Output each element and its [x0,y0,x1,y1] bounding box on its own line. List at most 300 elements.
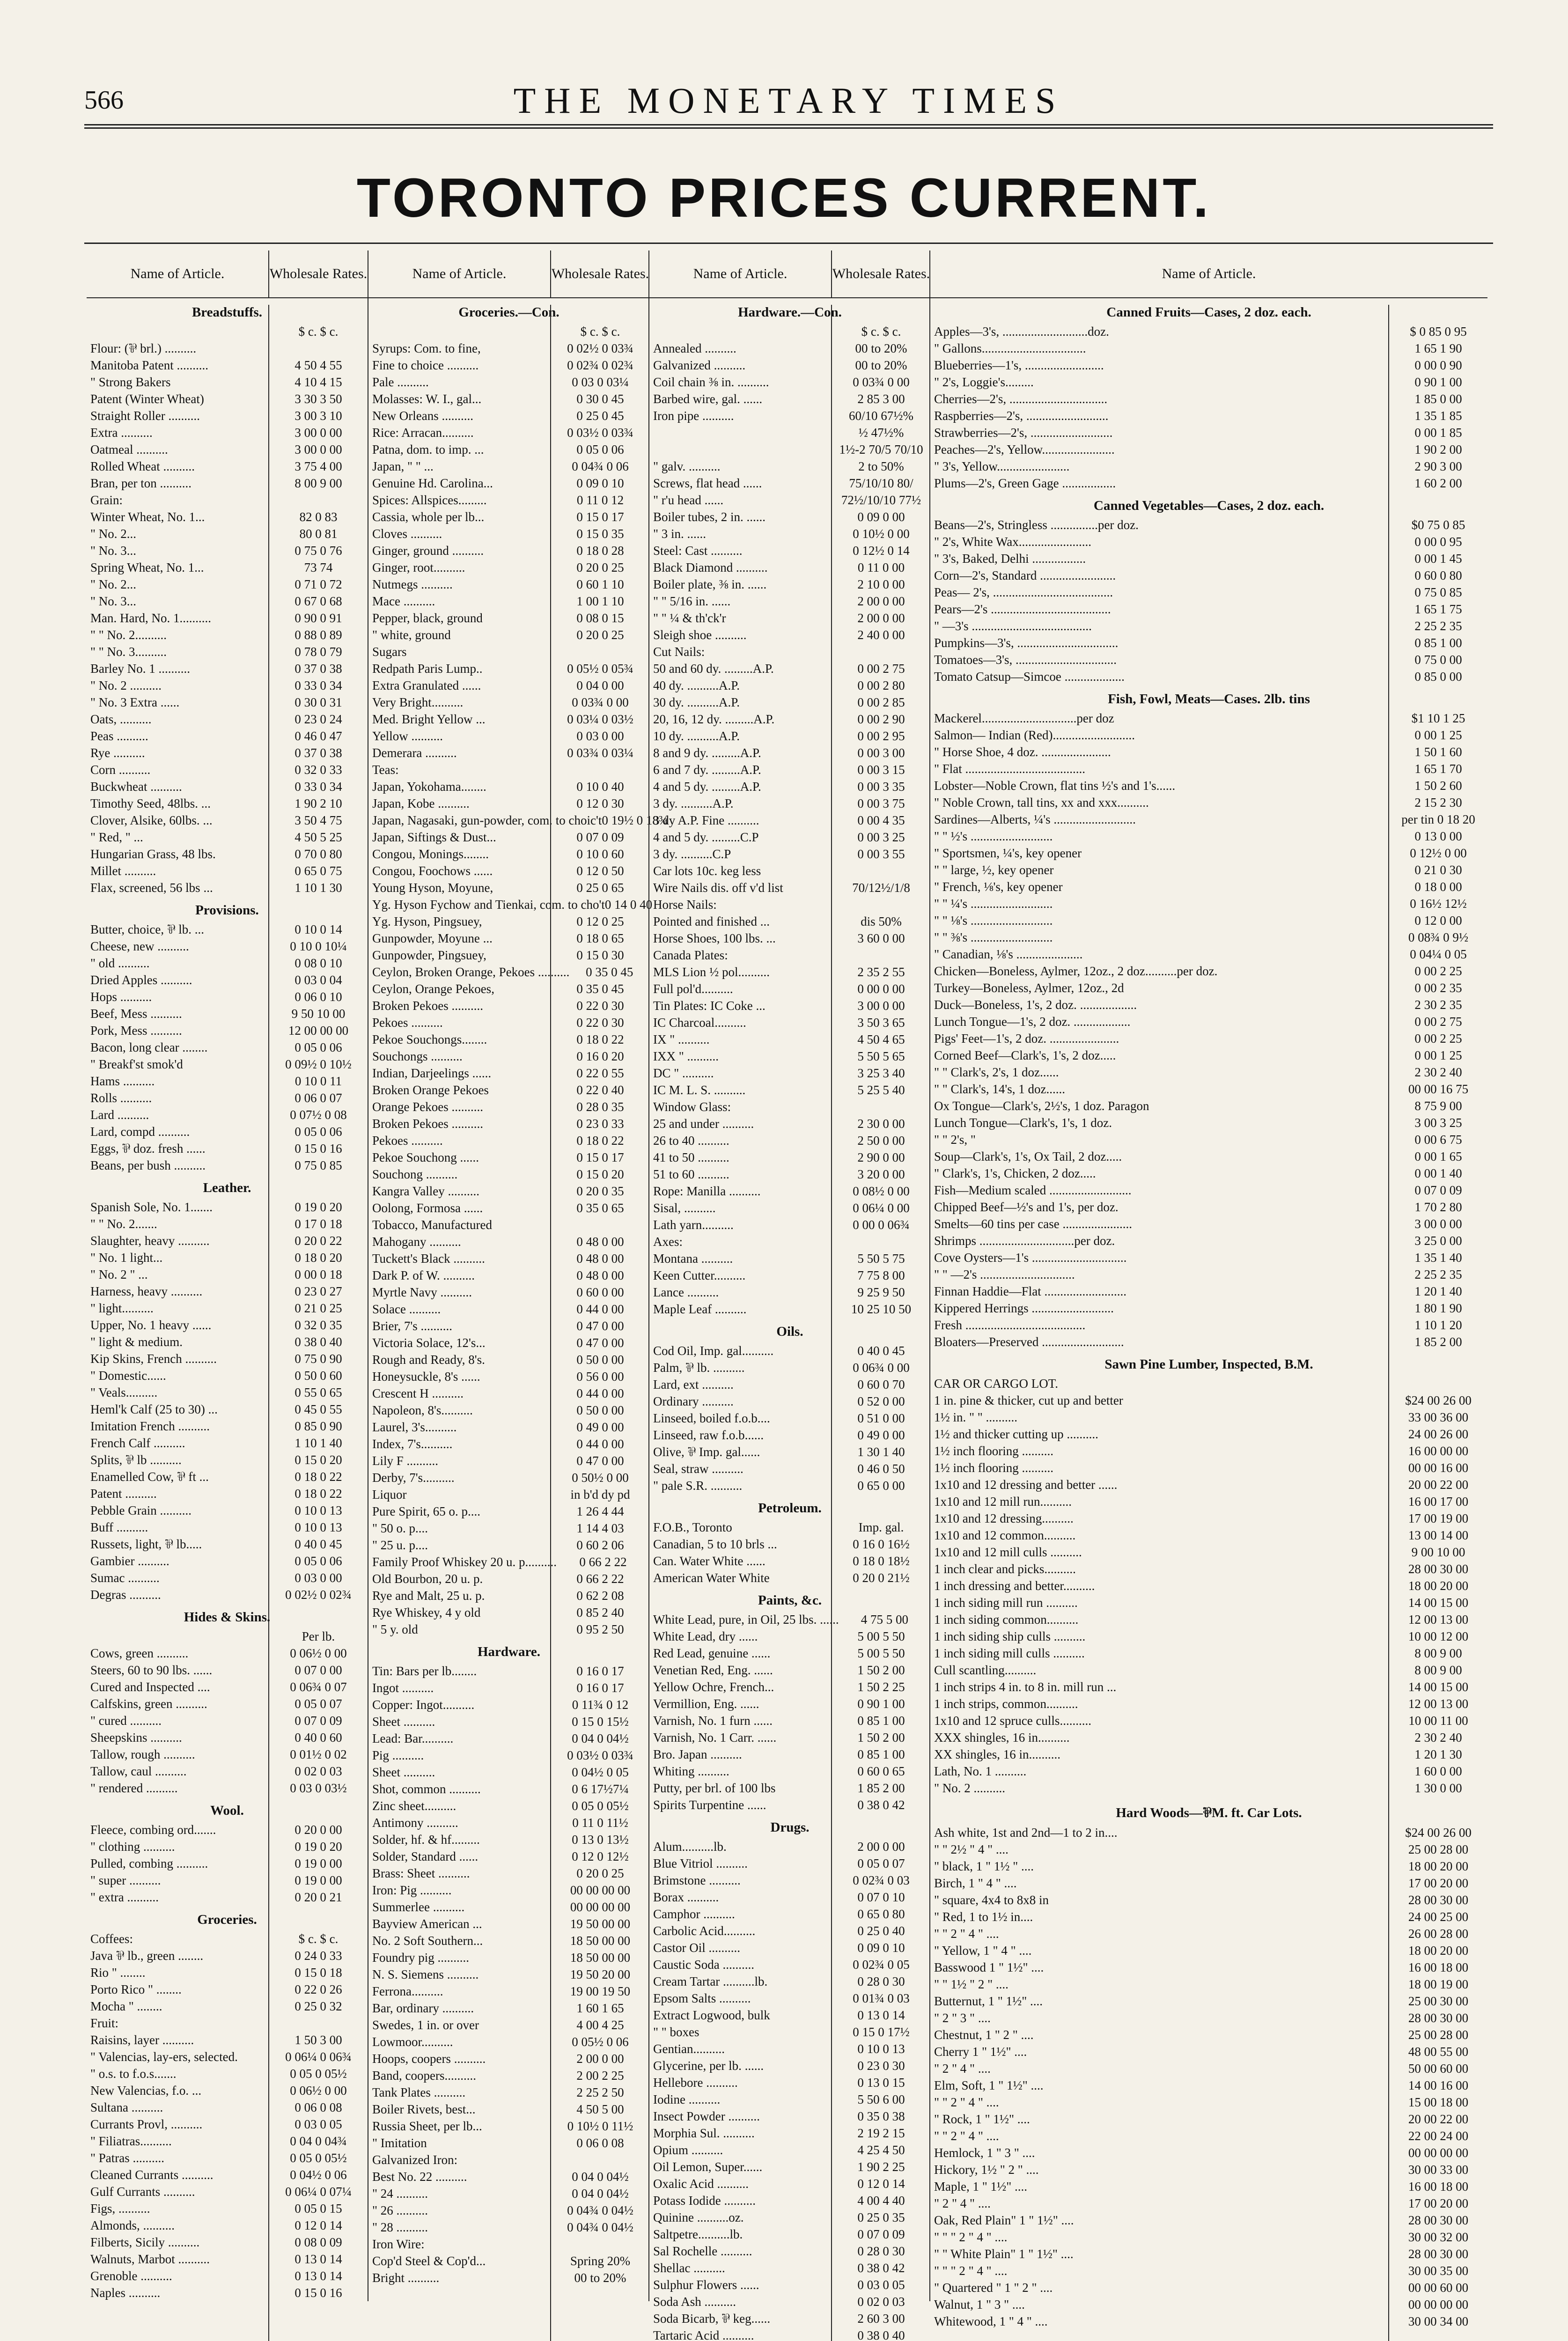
wholesale-rate: 0 08 0 09 [294,2235,342,2249]
price-row [930,1064,1487,1081]
price-row [930,811,1487,828]
article-name: " Red, " ... [90,830,143,844]
article-name: Teas: [372,763,399,777]
wholesale-rate: 0 01¾ 0 03 [853,1991,910,2005]
article-name: " 3 in. ...... [653,527,707,541]
article-name: Sisal, .......... [653,1201,716,1215]
article-name: Cop'd Steel & Cop'd... [372,2254,486,2268]
article-name: 6 and 7 dy. .........A.P. [653,763,761,777]
price-row [368,862,649,879]
price-row [368,1915,649,1932]
article-name: Myrtle Navy .......... [372,1285,472,1299]
price-row [368,1537,649,1553]
article-name: Band, coopers.......... [372,2069,476,2083]
article-name: Redpath Paris Lump.. [372,662,483,676]
article-name: Souchong .......... [372,1167,458,1181]
price-row [87,1199,368,1215]
wholesale-rate: 0 04¼ 0 05 [1410,947,1467,961]
wholesale-rate: 18 00 20 00 [1408,1579,1469,1593]
article-name: Ginger, ground .......... [372,544,484,558]
wholesale-rate: 0 49 0 00 [857,1428,905,1442]
price-row [649,1284,930,1301]
price-row [87,1232,368,1249]
article-name: Shot, common .......... [372,1782,481,1796]
article-name: " Veals.......... [90,1385,158,1399]
article-name: 1 inch siding mill run .......... [934,1596,1078,1610]
price-row [87,1283,368,1300]
wholesale-rate: 0 10 0 40 [576,780,624,794]
article-name: " " " 2 " 4 " .... [934,2264,1008,2278]
wholesale-rate: 0 15 0 20 [576,1167,624,1181]
article-name: " r'u head ...... [653,493,724,507]
article-name: Canada Plates: [653,948,728,962]
price-row [930,651,1487,668]
wholesale-rate: 18 00 19 00 [1408,1977,1469,1991]
wholesale-rate: 0 00 1 40 [1414,1166,1462,1180]
article-name: " No. 2... [90,527,137,541]
article-name: " galv. .......... [653,459,721,473]
wholesale-rate: 0 00 2 75 [1414,1015,1462,1029]
wholesale-rate: 2 00 0 00 [857,1840,905,1854]
wholesale-rate: 0 10 0 10¼ [290,939,347,953]
column-header [930,250,1487,298]
article-name: 1½ inch flooring .......... [934,1461,1053,1475]
wholesale-rate: 0 28 0 30 [857,1974,905,1988]
article-name: Raspberries—2's, .......................... [934,409,1109,423]
price-row [87,1998,368,2015]
wholesale-rate: 0 12½ 0 14 [853,544,910,558]
wholesale-rate: 2 30 2 35 [1414,998,1462,1012]
wholesale-rate: 0 15 0 35 [576,527,624,541]
price-row [368,1098,649,1115]
article-name: Brass: Sheet .......... [372,1866,470,1880]
price-row [649,1427,930,1443]
article-name: Enamelled Cow, ⅌ ft ... [90,1470,209,1484]
article-name: Summerlee .......... [372,1900,465,1914]
wholesale-rate: 0 49 0 00 [576,1420,624,1434]
wholesale-rate: 0 51 0 00 [857,1411,905,1425]
price-row [649,542,930,559]
price-row [930,1476,1487,1493]
wholesale-rate: Per lb. [302,1629,335,1643]
page-number: 566 [84,86,124,115]
price-row [368,1848,649,1865]
wholesale-rate: 0 66 2 22 [576,1572,624,1586]
price-row [649,1149,930,1166]
wholesale-rate: 0 06¼ 0 07¼ [285,2185,352,2199]
price-row [930,1712,1487,1729]
article-name: Imitation French .......... [90,1419,210,1433]
price-row [649,1115,930,1132]
wholesale-rate: 0 12 0 00 [1414,913,1462,928]
article-name: Oats, .......... [90,712,152,726]
wholesale-rate: 14 00 15 00 [1408,1680,1469,1694]
section-heading: Hardware. [478,1644,540,1659]
wholesale-rate: 0 00 2 25 [1414,1031,1462,1045]
wholesale-rate: 0 75 0 90 [294,1352,342,1366]
section-heading: Provisions. [195,903,259,918]
price-row [368,559,649,576]
price-row [368,1351,649,1368]
price-row [649,374,930,390]
article-name: Iron: Pig .......... [372,1883,452,1897]
wholesale-rate: 0 00 3 25 [857,830,905,844]
price-row [649,1662,930,1678]
price-row [368,1520,649,1537]
price-row [368,1149,649,1166]
article-name: Shrimps ..............................per doz. [934,1234,1115,1248]
article-name: " 28 .......... [372,2220,428,2234]
price-row [368,2000,649,2017]
article-name: " cured .......... [90,1714,162,1728]
wholesale-rate: 0 00 0 00 [857,982,905,996]
article-name: Cove Oysters—1's .............................. [934,1251,1127,1265]
article-name: 1 inch siding ship culls .......... [934,1629,1086,1643]
price-row [930,441,1487,458]
article-name: " No. 2 .......... [90,678,162,692]
article-name: Blue Vitriol .......... [653,1856,748,1870]
price-row [87,1855,368,1872]
price-row [649,1906,930,1922]
price-row [368,795,649,812]
price-row [930,374,1487,390]
price-row [649,2158,930,2175]
article-name: " 25 u. p.... [372,1538,428,1552]
wholesale-rate: 0 30 0 45 [576,392,624,406]
price-row [930,2077,1487,2094]
wholesale-rate: 0 05 0 06 [294,1554,342,1568]
price-row [87,2234,368,2251]
price-row [649,1200,930,1216]
price-row [649,1460,930,1477]
article-name: Tobacco, Manufactured [372,1218,492,1232]
wholesale-rate: 00 to 20% [855,341,907,355]
wholesale-rate: 1 50 2 60 [1414,779,1462,793]
price-row [368,1764,649,1781]
price-row [87,441,368,458]
price-row [930,1561,1487,1577]
wholesale-rate: 1½-2 70/5 70/10 [839,442,923,456]
price-row [930,1892,1487,1908]
article-name: Duck—Boneless, 1's, 2 doz. .................. [934,998,1137,1012]
article-name: Fish—Medium scaled .......................... [934,1183,1132,1197]
article-name: Chipped Beef—½'s and 1's, per doz. [934,1200,1119,1214]
price-row [368,1899,649,1915]
wholesale-rate: 0 04 0 04½ [572,2186,629,2201]
price-row [87,2166,368,2183]
wholesale-rate: 0 95 2 50 [576,1622,624,1636]
wholesale-rate: 0 18 0 22 [294,1487,342,1501]
article-name: Lard, compd .......... [90,1125,190,1139]
price-row [87,1536,368,1553]
wholesale-rate: 1 65 1 75 [1414,602,1462,616]
price-row [930,861,1487,878]
price-row [649,1628,930,1645]
wholesale-rate: 0 38 0 42 [857,1798,905,1812]
price-row [930,1695,1487,1712]
price-row [649,1098,930,1115]
wholesale-rate: 0 22 0 30 [576,999,624,1013]
article-name: " " 2's, " [934,1133,976,1147]
article-name: Tallow, rough .......... [90,1747,195,1761]
price-row [649,2226,930,2243]
wholesale-rate: 0 78 0 79 [294,645,342,659]
article-name: " " ¼ & th'ck'r [653,611,726,625]
price-row [930,516,1487,533]
wholesale-rate: 0 00 2 90 [857,712,905,726]
wholesale-rate [832,862,930,879]
wholesale-rate: 0 28 0 30 [857,2244,905,2258]
wholesale-rate: 0 15 0 17 [576,1150,624,1164]
article-name: " Rock, 1 " 1½" .... [934,2112,1030,2126]
price-row [87,1695,368,1712]
price-row [649,458,930,475]
wholesale-rate: 0 15 0 16 [294,2286,342,2300]
article-name: Dark P. of W. .......... [372,1268,475,1282]
price-row [87,576,368,593]
price-row [368,997,649,1014]
article-name: Extra .......... [90,426,153,440]
article-name: Butter, choice, ⅌ lb. ... [90,922,205,936]
article-name: Epsom Salts .......... [653,1991,751,2005]
price-row [649,2209,930,2226]
wholesale-rate: 1 10 1 20 [1414,1318,1462,1332]
section-heading: Groceries.—Con. [458,305,559,320]
wholesale-rate: 1 35 1 85 [1414,409,1462,423]
article-name: Yg. Hyson Fychow and Tienkai, com. to cho't [372,898,605,912]
price-row [649,1250,930,1267]
price-row [930,1081,1487,1097]
article-name: Lath, No. 1 .......... [934,1764,1027,1778]
article-name: 1x10 and 12 common.......... [934,1528,1076,1542]
article-name: Annealed .......... [653,341,736,355]
article-name: Very Bright.......... [372,695,464,709]
price-row [930,2026,1487,2043]
wholesale-rate: 0 23 0 27 [294,1284,342,1298]
wholesale-rate: 0 25 0 45 [576,409,624,423]
wholesale-rate: 0 85 1 00 [857,1747,905,1761]
wholesale-rate: 0 47 0 00 [576,1319,624,1333]
wholesale-rate: 8 75 9 00 [1414,1099,1462,1113]
wholesale-rate: 0 85 2 40 [576,1605,624,1620]
price-row [649,1410,930,1427]
article-name: Sultana .......... [90,2100,163,2114]
column-header [87,250,368,298]
article-name: 1 inch dressing and better.......... [934,1579,1095,1593]
price-row [930,340,1487,357]
price-row [649,1183,930,1200]
article-name: XX shingles, 16 in.......... [934,1747,1060,1761]
price-row [930,1443,1487,1459]
article-name: Russets, light, ⅌ lb..... [90,1537,202,1551]
wholesale-rate: 0 50 0 60 [294,1369,342,1383]
article-name: Broken Orange Pekoes [372,1083,489,1097]
article-name: 4 and 5 dy. .........C.P [653,830,759,844]
price-row [368,1469,649,1486]
wholesale-rate: 0 40 0 60 [294,1730,342,1745]
article-name: Hemlock, 1 " 3 " .... [934,2146,1035,2160]
article-name: Solace .......... [372,1302,441,1316]
wholesale-rate: 1 60 1 65 [576,2001,624,2015]
price-row [368,1385,649,1402]
wholesale-rate: 3 20 0 00 [857,1167,905,1181]
article-name: Cured and Inspected .... [90,1680,210,1694]
price-row [87,424,368,441]
article-name: " " —2's .............................. [934,1267,1075,1281]
wholesale-rate: 0 48 0 00 [576,1251,624,1266]
article-name: " " large, ½, key opener [934,863,1054,877]
wholesale-rate: 0 03 0 03¼ [572,375,629,389]
wholesale-rate: $ c. $ c. [298,324,339,339]
price-row [368,1166,649,1183]
article-name: Screws, flat head ...... [653,476,762,490]
price-row [930,323,1487,340]
price-row [649,896,930,913]
wholesale-rate: 4 00 4 25 [576,2018,624,2032]
price-row [87,357,368,374]
price-row [87,2200,368,2217]
price-row [930,794,1487,811]
wholesale-rate: 0 15 0 20 [294,1453,342,1467]
article-name: 3 dy. ..........A.P. [653,796,734,810]
wholesale-rate: 0 22 0 30 [576,1016,624,1030]
article-name: Beef, Mess .......... [90,1007,182,1021]
wholesale-rate: 0 12 0 30 [576,796,624,810]
article-name: " French, ⅛'s, key opener [934,880,1063,894]
article-name: Barbed wire, gal. ...... [653,392,763,406]
article-name: Gunpowder, Pingsuey, [372,948,486,962]
wholesale-rate: 00 00 00 00 [1408,2146,1469,2160]
article-name: Upper, No. 1 heavy ...... [90,1318,212,1332]
wholesale-rate: 0 03¾ 0 00 [572,695,629,709]
wholesale-rate: 0 35 0 45 [576,982,624,996]
wholesale-rate: 0 52 0 00 [857,1394,905,1408]
wholesale-rate: 0 6 17½7¼ [572,1782,629,1796]
wholesale-rate: 70/12½/1/8 [852,881,910,895]
article-name: Butternut, 1 " 1½" .... [934,1994,1043,2008]
wholesale-rate: 0 05 0 06 [294,1040,342,1054]
price-row [87,1300,368,1317]
article-name [368,323,551,340]
article-name: White Lead, pure, in Oil, 25 lbs. ...... [653,1612,839,1627]
masthead: THE MONETARY TIMES [513,80,1064,121]
article-name: Honeysuckle, 8's ...... [372,1369,480,1384]
price-row [649,2175,930,2192]
wholesale-rate: per tin 0 18 20 [1401,812,1475,826]
price-row [368,2269,649,2286]
article-name: Oil Lemon, Super...... [653,2160,763,2174]
article-name: Kangra Valley .......... [372,1184,479,1198]
article-name: Congou, Monings........ [372,847,489,861]
price-row [649,1233,930,1250]
article-name: Maple Leaf .......... [653,1302,747,1316]
article-name: " " No. 3.......... [90,645,167,659]
article-name: Pale .......... [372,375,429,389]
article-name: 1 inch clear and picks.......... [934,1562,1076,1576]
wholesale-rate: 13 00 14 00 [1408,1528,1469,1542]
price-row [930,1780,1487,1796]
price-row [368,913,649,930]
article-name: 1x10 and 12 dressing and better ...... [934,1478,1118,1492]
wholesale-rate: 0 10 0 13 [294,1503,342,1517]
price-row [930,1013,1487,1030]
price-row [930,1993,1487,2010]
price-row [930,1426,1487,1443]
price-row [87,988,368,1005]
price-row [87,1418,368,1435]
wholesale-rate: 1 60 2 00 [1414,476,1462,490]
price-row [930,424,1487,441]
wholesale-rate: 0 19 0 20 [294,1200,342,1214]
article-name: MLS Lion ½ pol.......... [653,965,770,979]
price-row [87,694,368,711]
price-row [87,2015,368,2032]
price-row [368,1334,649,1351]
wholesale-rate: 1 90 2 00 [1414,442,1462,456]
price-row [87,1872,368,1889]
price-row [87,407,368,424]
price-row [930,996,1487,1013]
price-row [368,407,649,424]
wholesale-rate: 0 00 1 45 [1414,552,1462,566]
article-name: Barley No. 1 .......... [90,662,190,676]
article-name: Rio " ........ [90,1966,146,1980]
article-name: Hellebore .......... [653,2076,738,2090]
price-row [930,1333,1487,1350]
article-name: Oolong, Formosa ...... [372,1201,483,1215]
price-row [87,475,368,492]
wholesale-rate: 3 00 0 00 [294,426,342,440]
article-name: Cleaned Currants .......... [90,2168,213,2182]
wholesale-rate: 14 00 16 00 [1408,2078,1469,2092]
wholesale-rate: 18 00 20 00 [1408,1943,1469,1958]
article-name: " white, ground [372,628,451,642]
article-name: Solder, Standard ...... [372,1849,478,1863]
price-row [87,1947,368,1964]
price-row [87,492,368,508]
article-name: Degras .......... [90,1588,161,1602]
article-name: Filberts, Sicily .......... [90,2235,200,2249]
wholesale-rate: 0 04 0 04½ [572,2170,629,2184]
article-name: " 2 " 4 " .... [934,2196,991,2210]
price-row [368,1882,649,1899]
wholesale-rate: 0 13 0 14 [857,2008,905,2022]
article-name: Boiler plate, ⅜ in. ...... [653,577,767,591]
article-name: Flour: (⅌ brl.) .......... [90,341,197,355]
article-name: Plums—2's, Green Gage ................. [934,476,1116,490]
wholesale-rate: 0 03 0 04 [294,973,342,987]
article-name: Gunpowder, Moyune ... [372,931,493,945]
price-row [87,1215,368,1232]
price-row [649,508,930,525]
article-name: Flax, screened, 56 lbs ... [90,881,213,895]
article-name: Clover, Alsike, 60lbs. ... [90,813,213,827]
wholesale-rate: 9 50 10 00 [291,1007,346,1021]
wholesale-rate: 75/10/10 80/ [849,476,913,490]
price-row [930,1047,1487,1064]
article-name: Carbolic Acid.......... [653,1924,756,1938]
wholesale-rate: 25 00 28 00 [1408,1842,1469,1856]
price-row [649,1939,930,1956]
price-row [87,1333,368,1350]
wholesale-rate: 30 00 35 00 [1408,2264,1469,2278]
article-name: Hams .......... [90,1074,155,1088]
wholesale-rate: 0 07½ 0 08 [290,1108,347,1122]
price-row [368,846,649,862]
wholesale-rate: 1 20 1 30 [1414,1747,1462,1761]
wholesale-rate: 3 50 3 65 [857,1016,905,1030]
price-row [649,1746,930,1763]
